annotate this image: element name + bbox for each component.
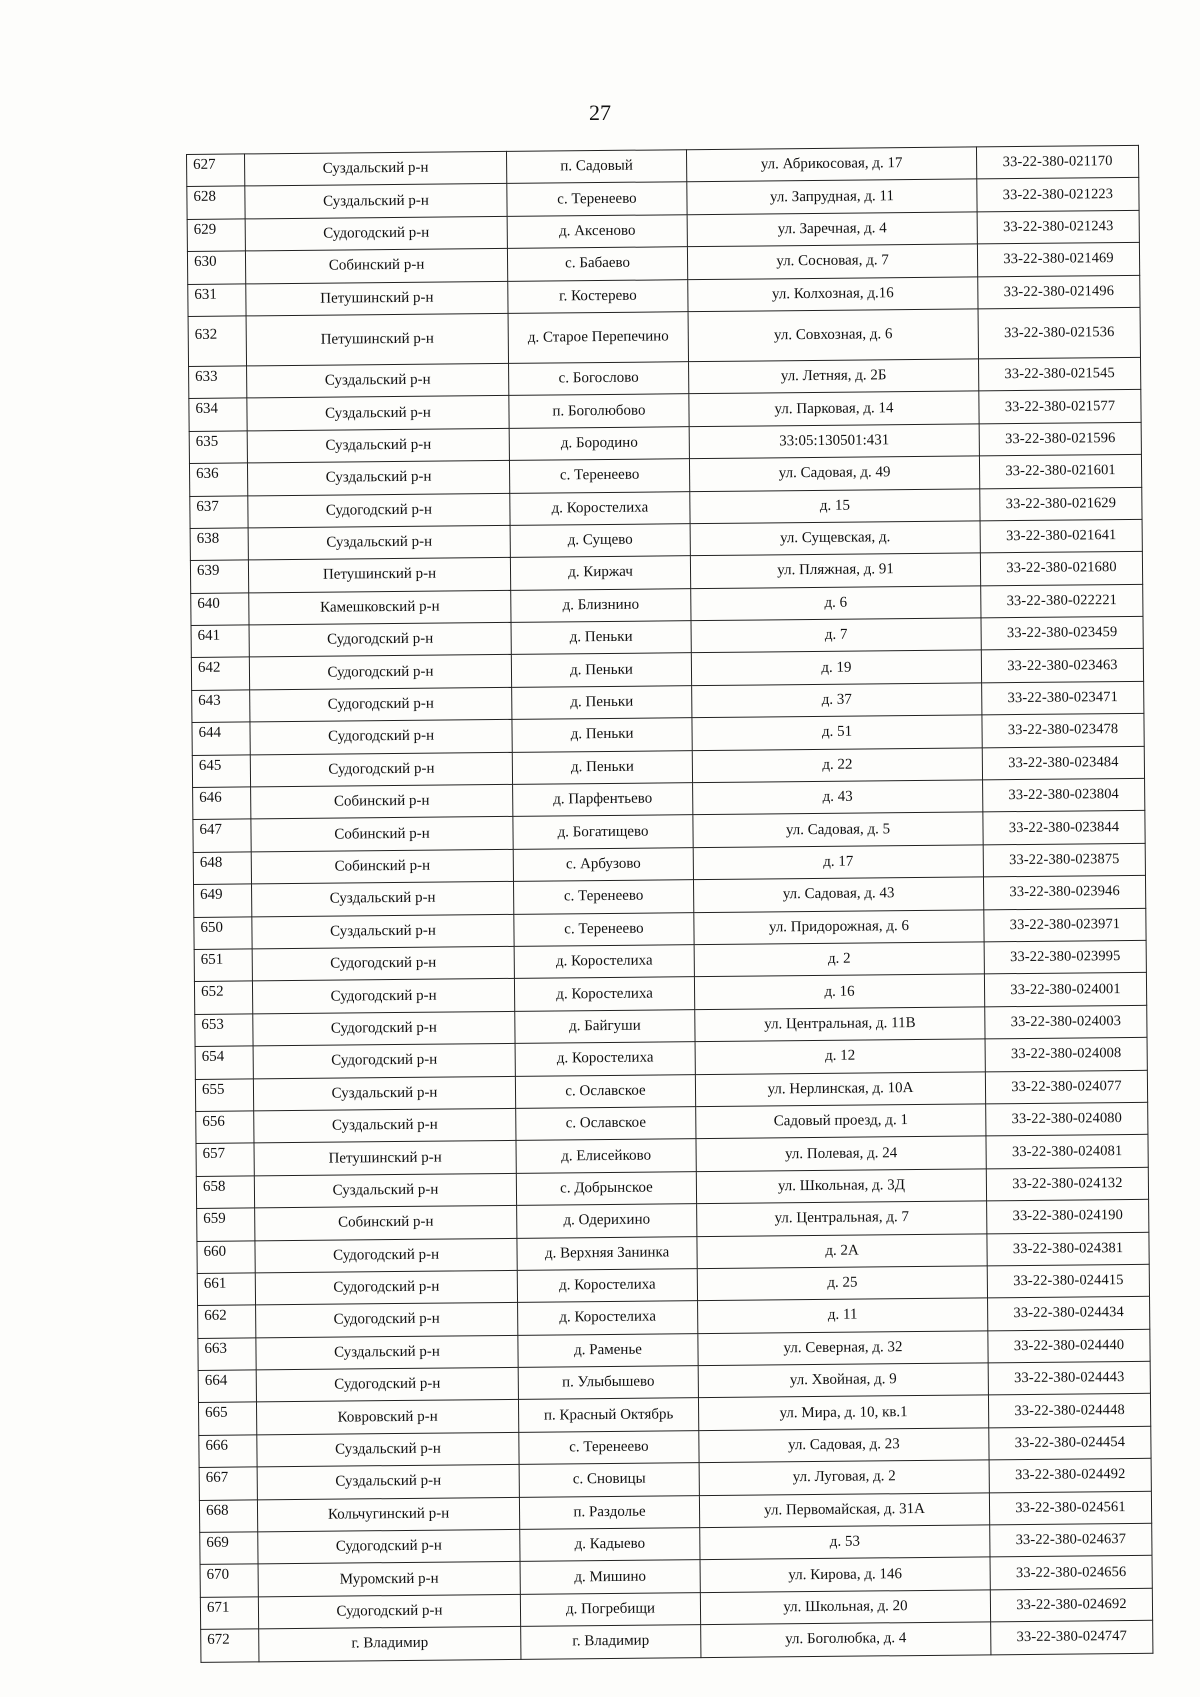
row-number-cell: 661 xyxy=(197,1273,255,1306)
locality-cell: д. Раменье xyxy=(518,1333,698,1367)
code-cell: 33-22-380-023484 xyxy=(982,746,1144,780)
address-cell: ул. Полевая, д. 24 xyxy=(696,1136,986,1171)
row-number-cell: 628 xyxy=(187,186,245,219)
district-cell: Собинский р-н xyxy=(251,784,513,819)
row-number-cell: 669 xyxy=(200,1532,258,1565)
address-cell: ул. Хвойная, д. 9 xyxy=(698,1363,988,1398)
address-cell: 33:05:130501:431 xyxy=(689,424,979,459)
locality-cell: д. Коростелиха xyxy=(510,491,690,525)
code-cell: 33-22-380-024081 xyxy=(986,1135,1148,1169)
address-cell: ул. Мира, д. 10, кв.1 xyxy=(698,1395,988,1430)
district-cell: Судогодский р-н xyxy=(248,493,510,528)
code-cell: 33-22-380-021469 xyxy=(977,243,1139,277)
locality-cell: д. Коростелиха xyxy=(515,1042,695,1076)
address-cell: д. 11 xyxy=(698,1298,988,1333)
district-cell: Судогодский р-н xyxy=(250,752,512,787)
locality-cell: п. Улыбышево xyxy=(518,1366,698,1400)
district-cell: Муромский р-н xyxy=(258,1562,520,1597)
district-cell: Суздальский р-н xyxy=(257,1465,519,1500)
locality-cell: с. Добрынское xyxy=(516,1171,696,1205)
code-cell: 33-22-380-021243 xyxy=(977,210,1139,244)
row-number-cell: 630 xyxy=(187,251,245,284)
district-cell: Судогодский р-н xyxy=(255,1238,517,1273)
code-cell: 33-22-380-024381 xyxy=(987,1232,1149,1266)
address-cell: д. 6 xyxy=(691,586,981,621)
address-cell: д. 51 xyxy=(692,715,982,750)
code-cell: 33-22-380-023971 xyxy=(984,908,1146,942)
locality-cell: д. Старое Перепечино xyxy=(508,312,688,364)
code-cell: 33-22-380-021629 xyxy=(980,487,1142,521)
address-cell: ул. Колхозная, д.16 xyxy=(688,276,978,311)
code-cell: 33-22-380-024561 xyxy=(989,1491,1151,1525)
address-cell: ул. Сосновая, д. 7 xyxy=(687,244,977,279)
district-cell: Суздальский р-н xyxy=(252,882,514,917)
locality-cell: с. Арбузово xyxy=(513,847,693,881)
row-number-cell: 641 xyxy=(191,625,249,658)
locality-cell: д. Пеньки xyxy=(512,750,692,784)
address-cell: ул. Запрудная, д. 11 xyxy=(687,179,977,214)
registry-table-body xyxy=(187,145,1153,1662)
code-cell: 33-22-380-024003 xyxy=(985,1005,1147,1039)
address-cell: ул. Пляжная, д. 91 xyxy=(690,553,980,588)
code-cell: 33-22-380-023478 xyxy=(982,714,1144,748)
row-number-cell: 656 xyxy=(196,1111,254,1144)
row-number-cell: 652 xyxy=(194,981,252,1014)
code-cell: 33-22-380-024001 xyxy=(984,973,1146,1007)
district-cell: Судогодский р-н xyxy=(258,1594,520,1629)
district-cell: Петушинский р-н xyxy=(248,558,510,593)
row-number-cell: 642 xyxy=(191,657,249,690)
district-cell: Кольчугинский р-н xyxy=(257,1497,519,1532)
row-number-cell: 666 xyxy=(199,1435,257,1468)
code-cell: 33-22-380-024440 xyxy=(988,1329,1150,1363)
code-cell: 33-22-380-021577 xyxy=(979,390,1141,424)
row-number-cell: 671 xyxy=(200,1597,258,1630)
locality-cell: д. Коростелиха xyxy=(517,1269,697,1303)
row-number-cell: 635 xyxy=(189,431,247,464)
locality-cell: п. Боголюбово xyxy=(509,394,689,428)
locality-cell: д. Пеньки xyxy=(511,621,691,655)
district-cell: Суздальский р-н xyxy=(247,363,509,398)
district-cell: Судогодский р-н xyxy=(255,1270,517,1305)
code-cell: 33-22-380-023995 xyxy=(984,940,1146,974)
locality-cell: д. Коростелиха xyxy=(514,977,694,1011)
district-cell: Суздальский р-н xyxy=(245,184,507,219)
address-cell: д. 2 xyxy=(694,942,984,977)
district-cell: Судогодский р-н xyxy=(249,655,511,690)
code-cell: 33-22-380-024454 xyxy=(989,1426,1151,1460)
address-cell: ул. Центральная, д. 7 xyxy=(697,1201,987,1236)
locality-cell: д. Коростелиха xyxy=(514,945,694,979)
locality-cell: г. Владимир xyxy=(521,1625,701,1659)
row-number-cell: 629 xyxy=(187,219,245,252)
code-cell: 33-22-380-021601 xyxy=(979,454,1141,488)
district-cell: Судогодский р-н xyxy=(252,946,514,981)
row-number-cell: 670 xyxy=(200,1564,258,1597)
address-cell: д. 17 xyxy=(693,845,983,880)
address-cell: ул. Луговая, д. 2 xyxy=(699,1460,989,1495)
locality-cell: с. Теренеево xyxy=(507,182,687,216)
row-number-cell: 639 xyxy=(190,560,248,593)
code-cell: 33-22-380-021680 xyxy=(980,552,1142,586)
code-cell: 33-22-380-021170 xyxy=(976,145,1138,179)
code-cell: 33-22-380-024492 xyxy=(989,1459,1151,1493)
locality-cell: д. Киржач xyxy=(510,556,690,590)
address-cell: д. 2А xyxy=(697,1233,987,1268)
row-number-cell: 658 xyxy=(196,1176,254,1209)
address-cell: ул. Школьная, д. 20 xyxy=(700,1590,990,1625)
locality-cell: д. Аксеново xyxy=(507,214,687,248)
row-number-cell: 636 xyxy=(189,463,247,496)
address-cell: д. 53 xyxy=(700,1525,990,1560)
district-cell: Суздальский р-н xyxy=(247,428,509,463)
row-number-cell: 667 xyxy=(199,1467,257,1500)
locality-cell: д. Мишино xyxy=(520,1560,700,1594)
district-cell: Судогодский р-н xyxy=(252,979,514,1014)
row-number-cell: 672 xyxy=(201,1629,259,1662)
locality-cell: с. Бабаево xyxy=(507,247,687,281)
code-cell: 33-22-380-023875 xyxy=(983,843,1145,877)
row-number-cell: 664 xyxy=(198,1370,256,1403)
address-cell: ул. Придорожная, д. 6 xyxy=(694,909,984,944)
code-cell: 33-22-380-021596 xyxy=(979,422,1141,456)
code-cell: 33-22-380-023804 xyxy=(983,778,1145,812)
address-cell: ул. Садовая, д. 23 xyxy=(699,1428,989,1463)
table-row xyxy=(188,307,1140,366)
row-number-cell: 655 xyxy=(195,1078,253,1111)
locality-cell: д. Елисейково xyxy=(516,1139,696,1173)
address-cell: д. 16 xyxy=(694,974,984,1009)
row-number-cell: 660 xyxy=(197,1240,255,1273)
row-number-cell: 657 xyxy=(196,1143,254,1176)
row-number-cell: 640 xyxy=(191,593,249,626)
district-cell: Суздальский р-н xyxy=(252,914,514,949)
row-number-cell: 668 xyxy=(199,1500,257,1533)
address-cell: ул. Первомайская, д. 31А xyxy=(699,1492,989,1527)
district-cell: Собинский р-н xyxy=(245,249,507,284)
address-cell: ул. Парковая, д. 14 xyxy=(689,391,979,426)
locality-cell: д. Погребищи xyxy=(520,1592,700,1626)
row-number-cell: 646 xyxy=(193,787,251,820)
locality-cell: д. Бородино xyxy=(509,426,689,460)
address-cell: д. 15 xyxy=(690,488,980,523)
row-number-cell: 632 xyxy=(188,316,246,367)
address-cell: ул. Заречная, д. 4 xyxy=(687,212,977,247)
code-cell: 33-22-380-024692 xyxy=(990,1588,1152,1622)
locality-cell: г. Костерево xyxy=(508,279,688,313)
row-number-cell: 659 xyxy=(197,1208,255,1241)
code-cell: 33-22-380-021545 xyxy=(979,357,1141,391)
row-number-cell: 637 xyxy=(190,495,248,528)
code-cell: 33-22-380-021641 xyxy=(980,519,1142,553)
locality-cell: с. Богослово xyxy=(509,362,689,396)
address-cell: ул. Садовая, д. 5 xyxy=(693,812,983,847)
code-cell: 33-22-380-024448 xyxy=(988,1394,1150,1428)
locality-cell: п. Красный Октябрь xyxy=(518,1398,698,1432)
code-cell: 33-22-380-024415 xyxy=(987,1264,1149,1298)
locality-cell: с. Теренеево xyxy=(519,1430,699,1464)
address-cell: ул. Северная, д. 32 xyxy=(698,1331,988,1366)
district-cell: Судогодский р-н xyxy=(253,1011,515,1046)
locality-cell: п. Садовый xyxy=(506,150,686,184)
code-cell: 33-22-380-024637 xyxy=(990,1523,1152,1557)
code-cell: 33-22-380-024080 xyxy=(986,1102,1148,1136)
row-number-cell: 648 xyxy=(193,852,251,885)
district-cell: Суздальский р-н xyxy=(248,525,510,560)
code-cell: 33-22-380-023459 xyxy=(981,616,1143,650)
address-cell: ул. Сущевская, д. xyxy=(690,521,980,556)
district-cell: Собинский р-н xyxy=(251,817,513,852)
code-cell: 33-22-380-023946 xyxy=(983,876,1145,910)
locality-cell: д. Пеньки xyxy=(512,718,692,752)
district-cell: Судогодский р-н xyxy=(245,216,507,251)
address-cell: ул. Школьная, д. 3Д xyxy=(696,1169,986,1204)
locality-cell: с. Ославское xyxy=(516,1107,696,1141)
row-number-cell: 633 xyxy=(189,366,247,399)
code-cell: 33-22-380-024132 xyxy=(986,1167,1148,1201)
district-cell: Суздальский р-н xyxy=(247,461,509,496)
locality-cell: с. Сновицы xyxy=(519,1463,699,1497)
address-cell: ул. Нерлинская, д. 10А xyxy=(695,1071,985,1106)
district-cell: Судогодский р-н xyxy=(256,1367,518,1402)
code-cell: 33-22-380-023463 xyxy=(981,649,1143,683)
district-cell: Петушинский р-н xyxy=(254,1141,516,1176)
code-cell: 33-22-380-022221 xyxy=(981,584,1143,618)
address-cell: Садовый проезд, д. 1 xyxy=(696,1104,986,1139)
row-number-cell: 644 xyxy=(192,722,250,755)
locality-cell: п. Раздолье xyxy=(519,1495,699,1529)
row-number-cell: 663 xyxy=(198,1338,256,1371)
row-number-cell: 647 xyxy=(193,819,251,852)
row-number-cell: 651 xyxy=(194,949,252,982)
row-number-cell: 631 xyxy=(188,283,246,316)
locality-cell: д. Пеньки xyxy=(512,686,692,720)
locality-cell: д. Богатищево xyxy=(513,815,693,849)
address-cell: ул. Боголюбка, д. 4 xyxy=(701,1622,991,1657)
district-cell: Петушинский р-н xyxy=(246,313,508,366)
locality-cell: д. Верхняя Занинка xyxy=(517,1236,697,1270)
registry-table xyxy=(186,145,1153,1663)
code-cell: 33-22-380-021536 xyxy=(978,307,1140,359)
locality-cell: д. Байгуши xyxy=(515,1009,695,1043)
address-cell: ул. Кирова, д. 146 xyxy=(700,1557,990,1592)
address-cell: ул. Садовая, д. 43 xyxy=(693,877,983,912)
row-number-cell: 643 xyxy=(192,690,250,723)
code-cell: 33-22-380-024008 xyxy=(985,1037,1147,1071)
district-cell: Суздальский р-н xyxy=(247,396,509,431)
district-cell: Камешковский р-н xyxy=(249,590,511,625)
district-cell: Суздальский р-н xyxy=(256,1335,518,1370)
row-number-cell: 654 xyxy=(195,1046,253,1079)
row-number-cell: 649 xyxy=(194,884,252,917)
district-cell: Ковровский р-н xyxy=(256,1400,518,1435)
district-cell: Судогодский р-н xyxy=(250,720,512,755)
address-cell: д. 22 xyxy=(692,748,982,783)
district-cell: Суздальский р-н xyxy=(257,1432,519,1467)
row-number-cell: 645 xyxy=(192,755,250,788)
code-cell: 33-22-380-023471 xyxy=(982,681,1144,715)
district-cell: Собинский р-н xyxy=(251,849,513,884)
page-number: 27 xyxy=(589,100,611,125)
district-cell: Судогодский р-н xyxy=(258,1529,520,1564)
locality-cell: с. Теренеево xyxy=(514,912,694,946)
address-cell: д. 25 xyxy=(697,1266,987,1301)
address-cell: д. 43 xyxy=(693,780,983,815)
row-number-cell: 638 xyxy=(190,528,248,561)
locality-cell: д. Сущево xyxy=(510,524,690,558)
address-cell: д. 7 xyxy=(691,618,981,653)
address-cell: ул. Совхозная, д. 6 xyxy=(688,309,978,362)
locality-cell: д. Коростелиха xyxy=(518,1301,698,1335)
row-number-cell: 627 xyxy=(187,154,245,187)
code-cell: 33-22-380-024747 xyxy=(991,1620,1153,1654)
district-cell: Суздальский р-н xyxy=(253,1076,515,1111)
locality-cell: д. Одерихино xyxy=(517,1204,697,1238)
district-cell: Судогодский р-н xyxy=(249,622,511,657)
district-cell: г. Владимир xyxy=(259,1627,521,1662)
address-cell: ул. Центральная, д. 11В xyxy=(695,1007,985,1042)
code-cell: 33-22-380-024656 xyxy=(990,1556,1152,1590)
code-cell: 33-22-380-024077 xyxy=(985,1070,1147,1104)
address-cell: д. 12 xyxy=(695,1039,985,1074)
code-cell: 33-22-380-024443 xyxy=(988,1361,1150,1395)
code-cell: 33-22-380-021223 xyxy=(977,178,1139,212)
row-number-cell: 650 xyxy=(194,916,252,949)
district-cell: Суздальский р-н xyxy=(254,1108,516,1143)
address-cell: д. 37 xyxy=(692,683,982,718)
district-cell: Суздальский р-н xyxy=(254,1173,516,1208)
district-cell: Собинский р-н xyxy=(255,1205,517,1240)
locality-cell: д. Пеньки xyxy=(511,653,691,687)
locality-cell: с. Теренеево xyxy=(509,459,689,493)
locality-cell: с. Теренеево xyxy=(513,880,693,914)
district-cell: Судогодский р-н xyxy=(250,687,512,722)
address-cell: ул. Летняя, д. 2Б xyxy=(689,359,979,394)
locality-cell: д. Кадыево xyxy=(520,1528,700,1562)
locality-cell: д. Парфентьево xyxy=(513,783,693,817)
district-cell: Петушинский р-н xyxy=(246,281,508,316)
locality-cell: с. Ославское xyxy=(515,1074,695,1108)
locality-cell: д. Близнино xyxy=(511,588,691,622)
row-number-cell: 665 xyxy=(198,1402,256,1435)
address-cell: ул. Абрикосовая, д. 17 xyxy=(686,147,976,182)
code-cell: 33-22-380-024190 xyxy=(987,1199,1149,1233)
row-number-cell: 653 xyxy=(195,1014,253,1047)
district-cell: Судогодский р-н xyxy=(256,1303,518,1338)
row-number-cell: 634 xyxy=(189,398,247,431)
code-cell: 33-22-380-024434 xyxy=(988,1297,1150,1331)
row-number-cell: 662 xyxy=(198,1305,256,1338)
address-cell: ул. Садовая, д. 49 xyxy=(689,456,979,491)
code-cell: 33-22-380-023844 xyxy=(983,811,1145,845)
district-cell: Суздальский р-н xyxy=(245,151,507,186)
district-cell: Судогодский р-н xyxy=(253,1044,515,1079)
code-cell: 33-22-380-021496 xyxy=(978,275,1140,309)
address-cell: д. 19 xyxy=(691,650,981,685)
